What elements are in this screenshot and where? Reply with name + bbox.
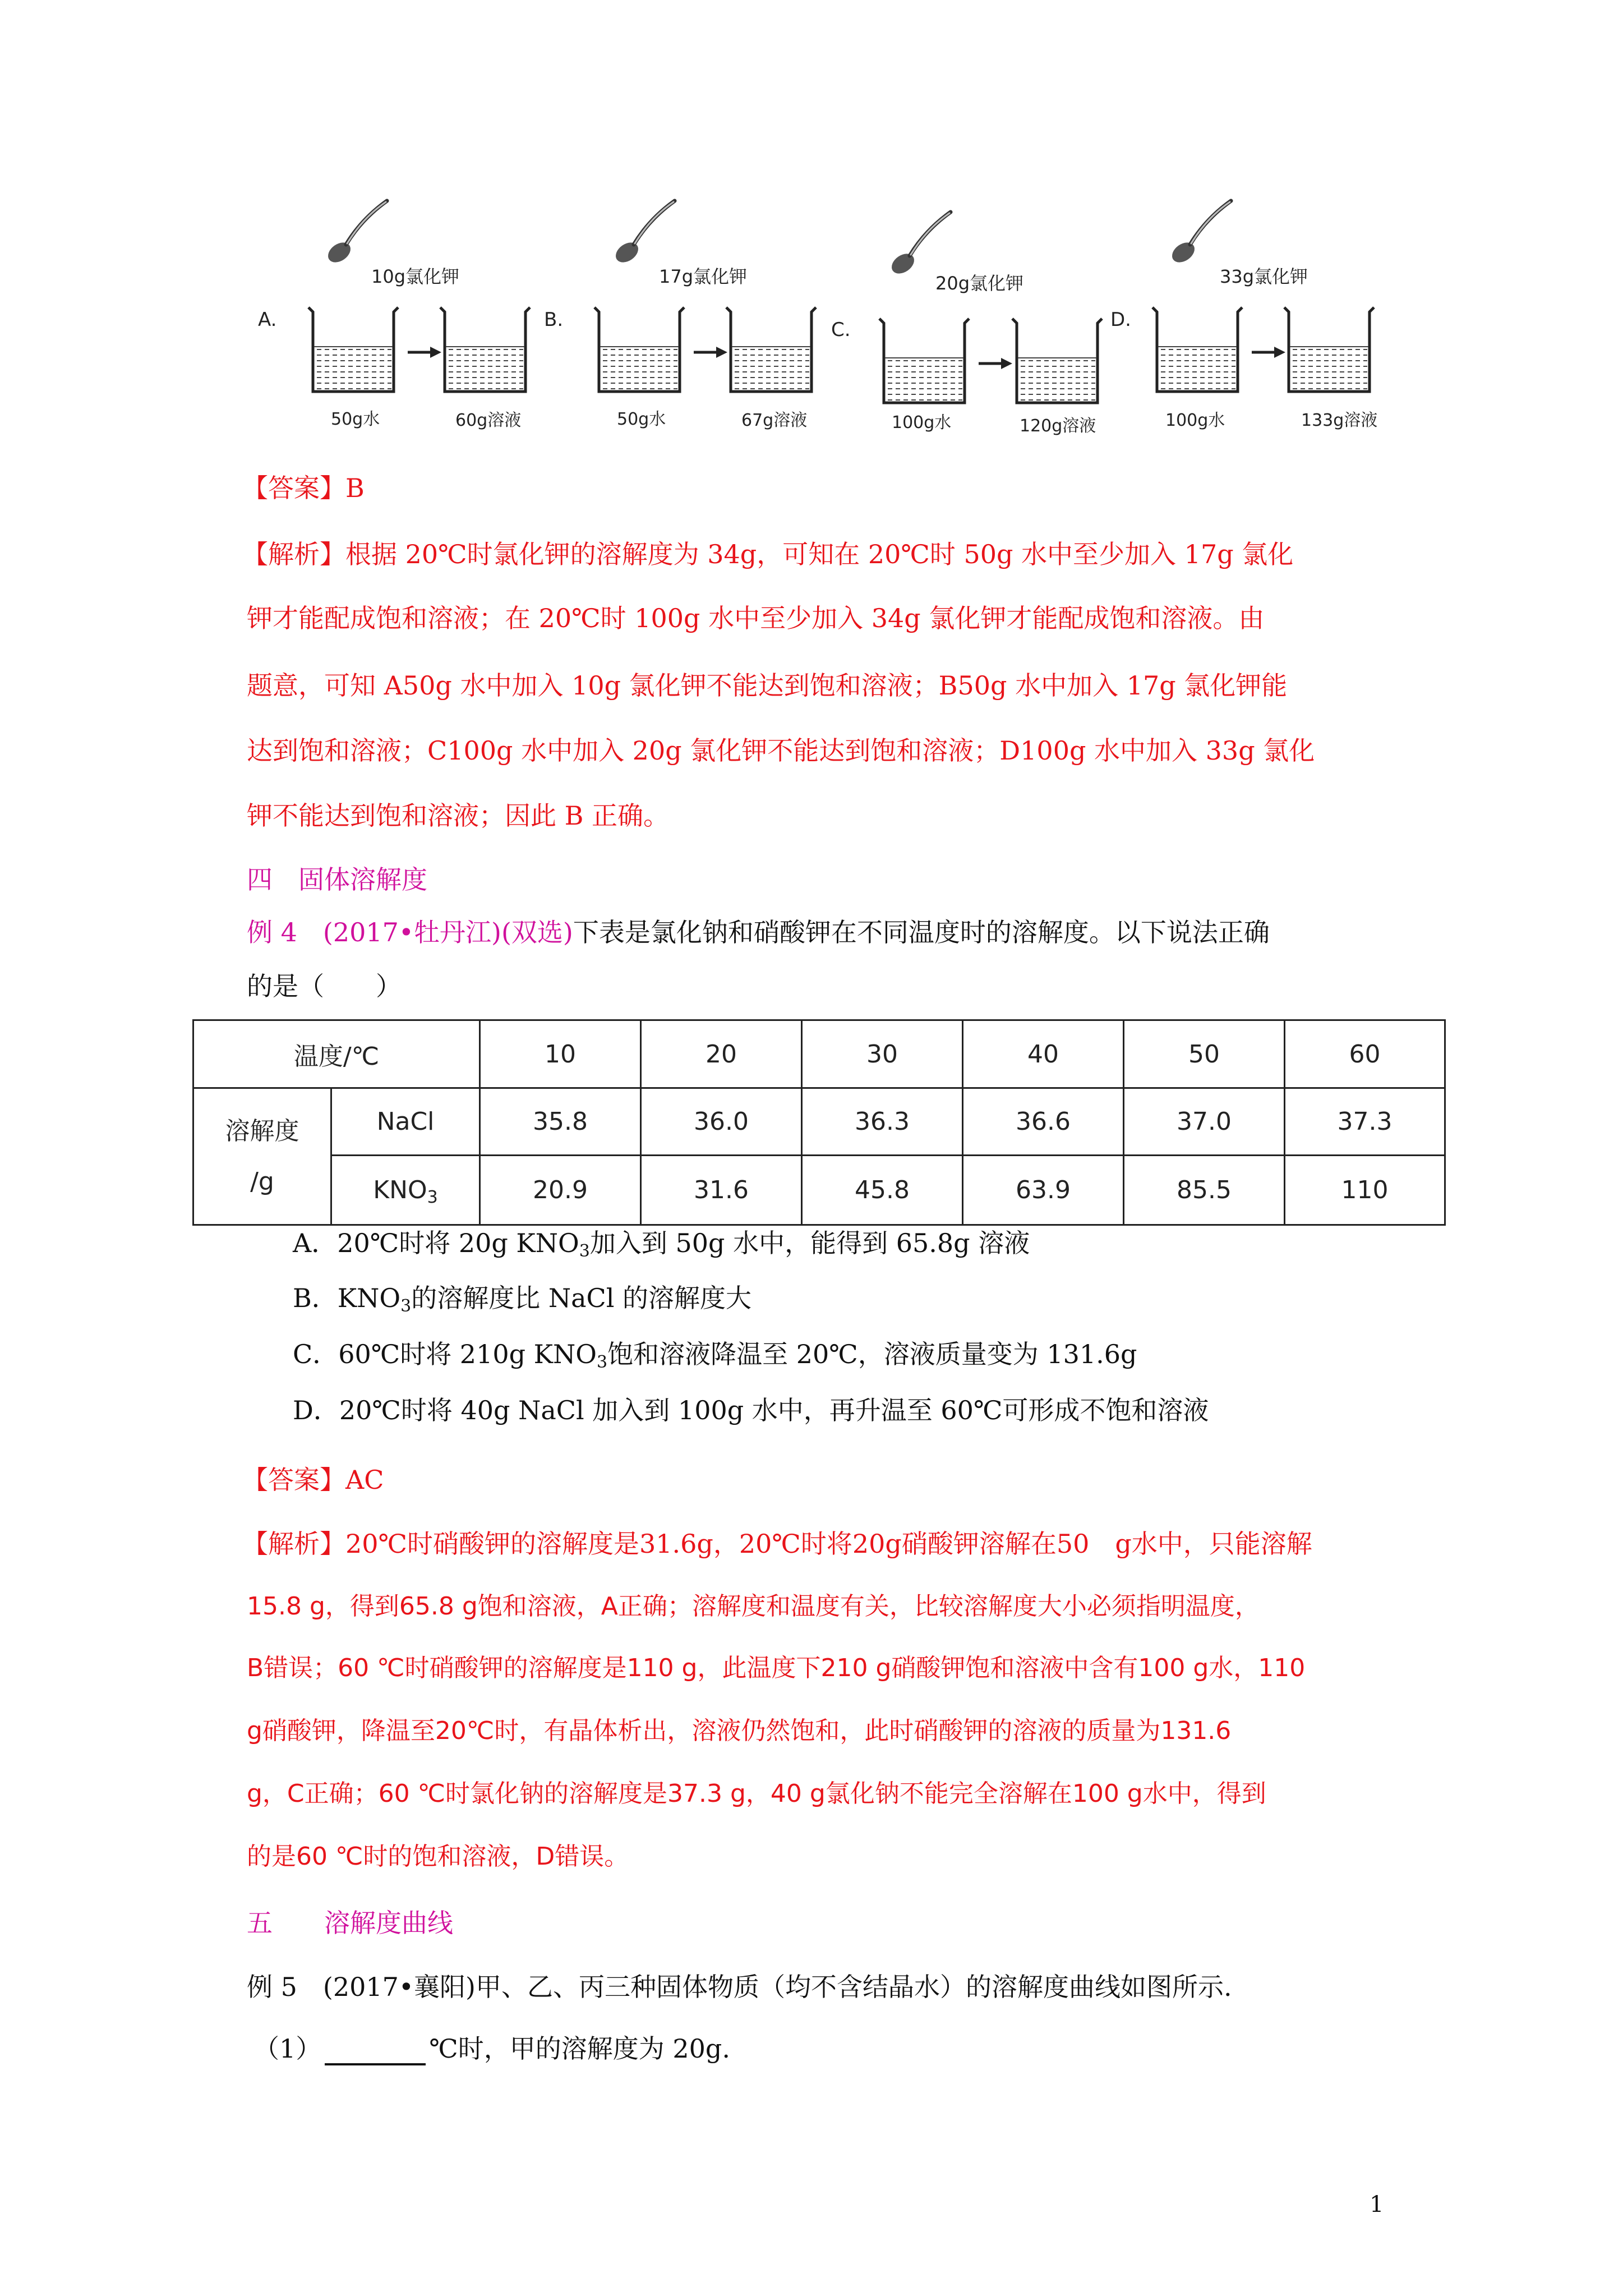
analysis-tag: 【解析】: [242, 1529, 345, 1559]
option-text: B．KNO: [293, 1283, 401, 1313]
kno3-cell: 110: [1285, 1156, 1445, 1225]
spoon-label: 20g氯化钾: [935, 273, 1024, 294]
example-5-question-1: [253, 2032, 730, 2065]
analysis-text: g，C正确；60 ℃时氯化钠的溶解度是37.3 g，40 g氯化钠不能完全溶解在100 g水中，得到: [247, 1779, 1266, 1808]
option-a: [293, 1226, 1030, 1260]
spoon-icon: [324, 201, 387, 266]
beaker-icon: [879, 319, 969, 403]
option-text: 饱和溶液降温至 20℃，溶液质量变为 131.6g: [607, 1339, 1137, 1369]
temp-header: 温度/℃: [193, 1020, 480, 1088]
kno3-label: [331, 1156, 480, 1225]
analysis-text: B错误；60 ℃时硝酸钾的溶解度是110 g，此温度下210 g硝酸钾饱和溶液中含有100 g水，110: [247, 1654, 1306, 1682]
arrow-icon: [694, 347, 727, 358]
row-label-1: 溶解度: [225, 1116, 299, 1145]
example-4-stem: [247, 915, 1270, 949]
analysis-line: [242, 1527, 1312, 1561]
option-c: [293, 1337, 1137, 1371]
answer-value: AC: [345, 1465, 384, 1495]
analysis-text: 15.8 g，得到65.8 g饱和溶液，A正确；溶解度和温度有关，比较溶解度大小必须指明温度，: [247, 1592, 1260, 1621]
subscript: 3: [597, 1352, 608, 1372]
spoon-label: 33g氯化钾: [1220, 266, 1308, 287]
nacl-cell: 36.0: [641, 1088, 802, 1156]
kno3-cell: 20.9: [480, 1156, 641, 1225]
temp-cell: 50: [1124, 1020, 1285, 1088]
analysis-text: 的是60 ℃时的饱和溶液，D错误。: [247, 1842, 629, 1871]
example-source: 例 4 (2017•牡丹江)(双选): [247, 917, 573, 947]
temp-cell: 10: [480, 1020, 641, 1088]
option-b: [293, 1281, 751, 1315]
option-text: C．60℃时将 210g KNO: [293, 1339, 597, 1369]
option-d: D．20℃时将 40g NaCl 加入到 100g 水中，再升温至 60℃可形成不饱和溶液: [293, 1395, 1209, 1425]
answer-line: [242, 1463, 384, 1497]
nacl-label: NaCl: [331, 1088, 480, 1156]
kno3-cell: 85.5: [1124, 1156, 1285, 1225]
spoon-label: 10g氯化钾: [371, 266, 460, 287]
example-text: 的是（ ）: [247, 971, 402, 1001]
subscript: 3: [579, 1241, 590, 1261]
option-text: 的溶解度比 NaCl 的溶解度大: [411, 1283, 752, 1313]
solution-label: 67g溶液: [741, 411, 808, 430]
spoon-icon: [1168, 201, 1231, 266]
kno3-cell: 31.6: [641, 1156, 802, 1225]
answer-tag: 【答案】: [242, 1465, 345, 1495]
option-letter: C.: [831, 319, 851, 341]
arrow-icon: [1252, 347, 1285, 358]
analysis-line: [242, 537, 1293, 571]
beaker-icon: [308, 307, 398, 392]
beaker-icon: [1152, 307, 1242, 392]
option-text: A．20℃时将 20g KNO: [293, 1228, 579, 1258]
arrow-icon: [979, 358, 1012, 369]
spoon-icon: [888, 212, 951, 278]
example-5-stem: 例 5 (2017•襄阳)甲、乙、丙三种固体物质（均不含结晶水）的溶解度曲线如图所示.: [247, 1972, 1232, 2002]
water-label: 50g水: [331, 409, 380, 429]
question-text: ℃时，甲的溶解度为 20g.: [429, 2033, 730, 2064]
solubility-table: [192, 1019, 1446, 1226]
solution-label: 120g溶液: [1020, 416, 1096, 436]
page-number: 1: [1370, 2192, 1384, 2217]
nacl-cell: 36.3: [802, 1088, 963, 1156]
temp-cell: 30: [802, 1020, 963, 1088]
subscript: 3: [400, 1296, 412, 1316]
nacl-cell: 37.0: [1124, 1088, 1285, 1156]
water-label: 100g水: [892, 413, 952, 432]
analysis-text: 20℃时硝酸钾的溶解度是31.6g，20℃时将20g硝酸钾溶解在50 g水中，只能溶解: [345, 1529, 1312, 1559]
solution-label: 133g溶液: [1301, 411, 1378, 430]
analysis-text: 题意，可知 A50g 水中加入 10g 氯化钾不能达到饱和溶液；B50g 水中加入 17g 氯化钾能: [247, 670, 1288, 701]
answer-blank[interactable]: [325, 2039, 426, 2065]
beaker-figure: [247, 196, 1391, 438]
analysis-tag: 【解析】: [242, 539, 345, 569]
nacl-cell: 37.3: [1285, 1088, 1445, 1156]
nacl-cell: 36.6: [963, 1088, 1124, 1156]
spoon-icon: [612, 201, 675, 266]
section-heading: 四 固体溶解度: [247, 864, 427, 895]
analysis-text: g硝酸钾，降温至20℃时，有晶体析出，溶液仍然饱和，此时硝酸钾的溶液的质量为131.6: [247, 1717, 1232, 1745]
section-heading: 五 溶解度曲线: [247, 1908, 453, 1938]
option-letter: A.: [258, 309, 277, 331]
water-label: 100g水: [1165, 411, 1225, 430]
kno3-cell: 63.9: [963, 1156, 1124, 1225]
kno3-label-text: KNO: [373, 1176, 427, 1204]
analysis-text: 根据 20℃时氯化钾的溶解度为 34g，可知在 20℃时 50g 水中至少加入 17g 氯化: [345, 539, 1294, 569]
row-label: [193, 1088, 331, 1225]
analysis-text: 钾不能达到饱和溶液；因此 B 正确。: [247, 800, 670, 831]
temp-cell: 20: [641, 1020, 802, 1088]
answer-line: [242, 471, 365, 505]
beaker-diagram: [247, 196, 1391, 438]
example-text: 下表是氯化钠和硝酸钾在不同温度时的溶解度。以下说法正确: [573, 917, 1270, 947]
beaker-icon: [726, 307, 816, 392]
question-number: （1）: [253, 2033, 322, 2064]
solution-label: 60g溶液: [455, 411, 522, 430]
kno3-cell: 45.8: [802, 1156, 963, 1225]
arrow-icon: [408, 347, 441, 358]
analysis-text: 钾才能配成饱和溶液；在 20℃时 100g 水中至少加入 34g 氯化钾才能配成饱和溶液。由: [247, 603, 1265, 633]
beaker-icon: [594, 307, 684, 392]
option-letter: D.: [1110, 309, 1131, 331]
answer-tag: 【答案】: [242, 473, 345, 503]
beaker-icon: [1284, 307, 1374, 392]
spoon-label: 17g氯化钾: [659, 266, 748, 287]
nacl-cell: 35.8: [480, 1088, 641, 1156]
row-label-2: /g: [250, 1167, 274, 1196]
answer-value: B: [345, 473, 365, 503]
option-letter: B.: [544, 309, 564, 331]
analysis-text: 达到饱和溶液；C100g 水中加入 20g 氯化钾不能达到饱和溶液；D100g 水中加入 33g 氯化: [247, 735, 1315, 766]
beaker-icon: [440, 307, 530, 392]
temp-cell: 40: [963, 1020, 1124, 1088]
temp-cell: 60: [1285, 1020, 1445, 1088]
beaker-icon: [1012, 319, 1102, 403]
water-label: 50g水: [617, 409, 666, 429]
option-text: 加入到 50g 水中，能得到 65.8g 溶液: [589, 1228, 1030, 1258]
subscript: 3: [427, 1188, 438, 1207]
